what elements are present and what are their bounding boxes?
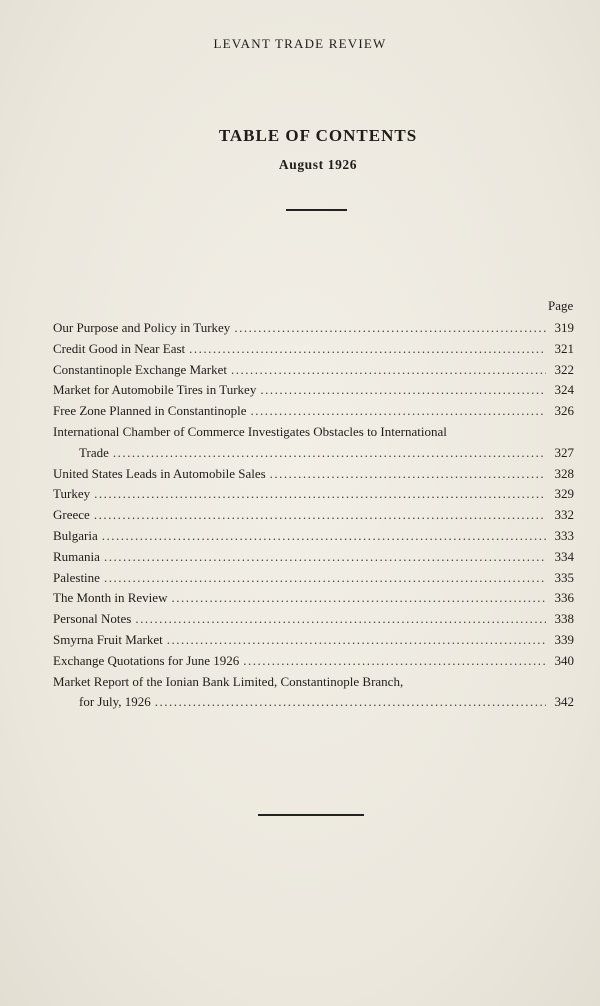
toc-entry-page: 333 [554,527,574,543]
toc-entry-line [53,401,574,422]
toc-entry-page: 339 [554,631,574,647]
dot-leader [94,484,546,505]
dot-leader [260,380,546,401]
dot-leader [102,526,546,547]
toc-entry-line [53,547,574,568]
toc-entry-page: 328 [554,465,574,481]
toc-entry-page: 342 [554,694,574,710]
toc-entry-title: International Chamber of Commerce Investigates Obstacles to International [53,423,447,439]
toc-entry-title: Personal Notes [53,611,132,627]
toc-entry [53,609,574,630]
toc-entry-line [53,692,574,713]
toc-entry-line [53,526,574,547]
toc-entry-line [53,484,574,505]
toc-entry [53,547,574,568]
dot-leader [104,568,546,589]
toc-entry-page: 335 [554,569,574,585]
toc-entry-title: Turkey [53,486,91,502]
toc-entry-line [53,380,574,401]
toc-entry-line [53,630,574,651]
toc-entry-page: 338 [554,611,574,627]
toc-entry-title: Market Report of the Ionian Bank Limited, Constantinople Branch, [53,673,404,689]
dot-leader [104,547,546,568]
page-column-label: Page [548,298,574,313]
toc-entry-line [53,568,574,589]
toc-entry-title: Smyrna Fruit Market [53,631,163,647]
dot-leader [113,443,546,464]
toc-entry-page: 324 [554,382,574,398]
toc-entry [53,672,574,714]
toc-entry [53,630,574,651]
toc-entry [53,318,574,339]
toc-entry-title: The Month in Review [53,590,168,606]
toc-entry-line [53,651,574,672]
table-of-contents [53,318,574,713]
dot-leader [94,505,546,526]
toc-entry [53,360,574,381]
toc-entry-page: 332 [554,507,574,523]
toc-entry-line [53,609,574,630]
toc-entry-page: 334 [554,548,574,564]
toc-entry-title: Free Zone Planned in Constantinople [53,403,247,419]
toc-entry-line [53,360,574,381]
toc-entry-line [53,672,574,693]
toc-entry-page: 327 [554,444,574,460]
toc-entry-title: Constantinople Exchange Market [53,361,228,377]
toc-entry-title-continued: Trade [79,444,109,460]
toc-entry-title: Bulgaria [53,527,98,543]
toc-entry-line [53,318,574,339]
toc-entry-title: Our Purpose and Policy in Turkey [53,320,231,335]
dot-leader [189,339,546,360]
dot-leader [171,588,546,609]
toc-entry [53,484,574,505]
toc-entry-line [53,422,574,443]
toc-entry-page: 326 [554,403,574,419]
dot-leader [234,318,546,339]
toc-entry-title: Palestine [53,569,100,585]
toc-entry-page: 321 [554,340,574,356]
toc-entry-page: 340 [554,652,574,668]
dot-leader [270,464,546,485]
issue-date: August 1926 [278,157,358,172]
toc-entry [53,526,574,547]
toc-entry-title: Exchange Quotations for June 1926 [53,652,240,668]
dot-leader [251,401,546,422]
toc-entry [53,422,574,464]
dot-leader [155,692,546,713]
toc-entry-page: 322 [554,361,574,377]
toc-entry [53,380,574,401]
footer-divider [258,814,364,816]
toc-entry-line [53,443,574,464]
toc-entry-title: Credit Good in Near East [53,340,186,356]
toc-entry [53,651,574,672]
toc-entry-page: 329 [554,486,574,502]
toc-entry-title: United States Leads in Automobile Sales [53,465,266,481]
toc-entry-title: Rumania [53,548,100,564]
toc-entry [53,401,574,422]
toc-entry-line [53,588,574,609]
toc-entry [53,568,574,589]
toc-entry [53,588,574,609]
dot-leader [135,609,546,630]
toc-entry-page: 319 [554,320,574,335]
toc-entry-line [53,339,574,360]
toc-entry-line [53,505,574,526]
toc-entry-title: Greece [53,507,90,523]
page-title: TABLE OF CONTENTS [218,126,418,145]
toc-entry [53,505,574,526]
title-divider [286,209,347,211]
toc-entry [53,464,574,485]
dot-leader [167,630,546,651]
dot-leader [231,360,546,381]
toc-entry [53,339,574,360]
toc-entry-title: Market for Automobile Tires in Turkey [53,382,257,398]
running-head: LEVANT TRADE REVIEW [213,36,387,51]
toc-entry-line [53,464,574,485]
toc-entry-title-continued: for July, 1926 [79,694,151,710]
dot-leader [243,651,546,672]
toc-entry-page: 336 [554,590,574,606]
